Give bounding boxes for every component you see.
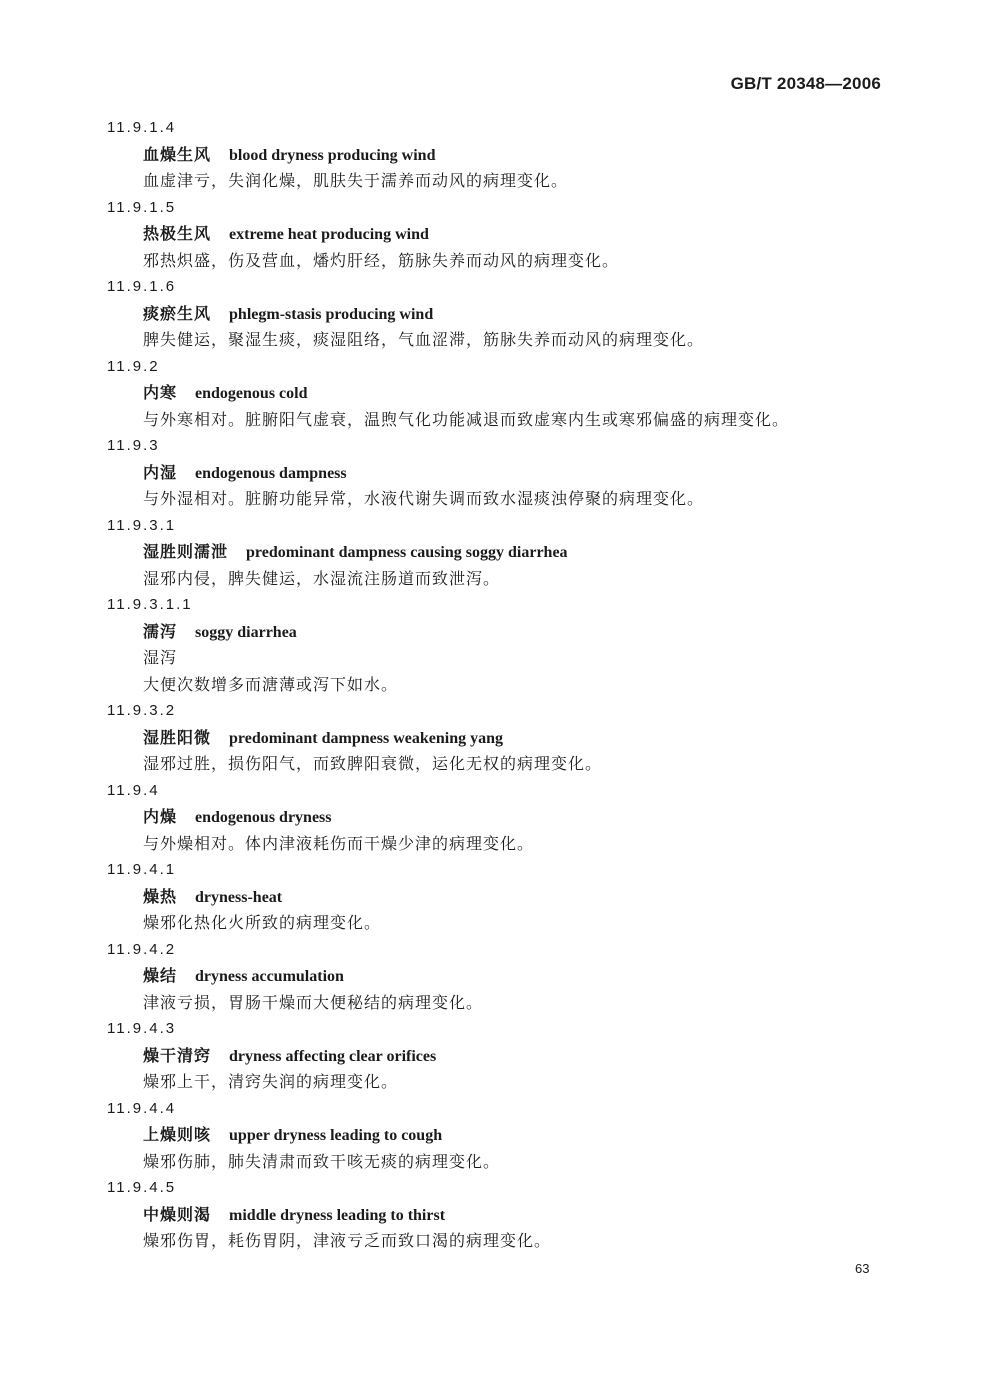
entry-number: 11.9.2 (107, 357, 160, 375)
entry-number: 11.9.4 (107, 781, 160, 799)
term-english: endogenous dryness (195, 809, 332, 826)
entry-term (0, 1122, 999, 1149)
term-chinese: 内寒 (143, 383, 178, 402)
entry-definition: 与外燥相对。体内津液耗伤而干燥少津的病理变化。 (143, 833, 535, 853)
term-chinese: 中燥则渴 (143, 1204, 212, 1224)
entry-term (0, 1043, 999, 1070)
entry-number: 11.9.3.1.1 (107, 596, 193, 613)
page-number: 63 (855, 1261, 870, 1276)
term-chinese: 燥干清窍 (143, 1045, 212, 1065)
entry-term (0, 380, 999, 407)
term-chinese: 燥热 (143, 886, 178, 906)
entry-definition: 燥邪上干，清窍失润的病理变化。 (143, 1072, 399, 1091)
entry-term (0, 301, 999, 328)
term-chinese: 上燥则咳 (143, 1125, 212, 1144)
term-english: dryness-heat (195, 888, 283, 906)
entry-definition: 湿邪过胜，损伤阳气，而致脾阳衰微，运化无权的病理变化。 (143, 754, 603, 773)
term-chinese: 内燥 (143, 807, 178, 826)
entry-term (0, 884, 999, 911)
entry-number: 11.9.3 (107, 437, 160, 454)
entry-definition: 邪热炽盛，伤及营血，燔灼肝经，筋脉失养而动风的病理变化。 (143, 250, 620, 270)
term-english: middle dryness leading to thirst (229, 1206, 446, 1224)
term-english: extreme heat producing wind (229, 226, 429, 243)
entry-definition: 血虚津亏，失润化燥，肌肤失于濡养而动风的病理变化。 (143, 171, 569, 190)
entry-definition: 燥邪伤肺，肺失清肃而致干咳无痰的病理变化。 (143, 1151, 501, 1171)
entry-definition: 与外湿相对。脏腑功能异常，水液代谢失调而致水湿痰浊停聚的病理变化。 (143, 489, 705, 508)
entry-term (0, 460, 999, 487)
term-english: dryness accumulation (195, 968, 344, 985)
entry-term (0, 725, 999, 752)
term-english: upper dryness leading to cough (229, 1127, 443, 1144)
term-english: predominant dampness causing soggy diarrhea (246, 544, 568, 561)
entry-number: 11.9.1.6 (107, 278, 177, 295)
entry-number: 11.9.4.4 (107, 1099, 177, 1117)
term-chinese: 燥结 (143, 966, 178, 985)
entry-term (0, 539, 999, 566)
term-english: blood dryness producing wind (229, 146, 436, 164)
entry-term (0, 619, 999, 646)
term-english: endogenous dampness (195, 464, 347, 482)
entry-number: 11.9.1.5 (107, 198, 177, 216)
entry-number: 11.9.1.4 (107, 119, 177, 136)
entry-term (0, 142, 999, 169)
entry-term (0, 1202, 999, 1229)
term-english: dryness affecting clear orifices (229, 1047, 437, 1065)
term-chinese: 热极生风 (143, 224, 212, 243)
entry-definition: 燥邪伤胃，耗伤胃阴，津液亏乏而致口渴的病理变化。 (143, 1231, 552, 1250)
term-chinese: 湿胜阳微 (143, 727, 212, 747)
term-chinese: 血燥生风 (143, 144, 212, 164)
entry-number: 11.9.4.3 (107, 1020, 177, 1037)
entry-number: 11.9.4.1 (107, 861, 177, 878)
document-body (0, 115, 999, 1255)
term-chinese: 湿胜则濡泄 (143, 542, 229, 561)
entry-definition: 燥邪化热化火所致的病理变化。 (143, 913, 382, 932)
term-chinese: 内湿 (143, 462, 178, 482)
entry-term (0, 804, 999, 831)
term-chinese: 痰瘀生风 (143, 303, 212, 323)
term-english: soggy diarrhea (195, 623, 297, 641)
entry-definition: 湿邪内侵，脾失健运，水湿流注肠道而致泄泻。 (143, 568, 501, 588)
entry-definition: 大便次数增多而溏薄或泻下如水。 (143, 674, 399, 694)
entry-term (0, 963, 999, 990)
standard-code: GB/T 20348—2006 (730, 74, 881, 93)
term-chinese: 濡泻 (143, 621, 178, 641)
entry-number: 11.9.4.5 (107, 1179, 177, 1196)
entry-synonym: 湿泻 (143, 648, 178, 667)
entry-number: 11.9.3.2 (107, 702, 177, 719)
term-english: endogenous cold (195, 385, 308, 402)
entry-number: 11.9.3.1 (107, 516, 177, 534)
entry-definition: 脾失健运，聚湿生痰，痰湿阻络，气血涩滞，筋脉失养而动风的病理变化。 (143, 330, 705, 349)
entry-number: 11.9.4.2 (107, 940, 177, 958)
term-english: predominant dampness weakening yang (229, 729, 503, 747)
entry-definition: 与外寒相对。脏腑阳气虚衰，温煦气化功能减退而致虚寒内生或寒邪偏盛的病理变化。 (143, 409, 790, 429)
term-english: phlegm-stasis producing wind (229, 305, 434, 323)
entry-term (0, 221, 999, 248)
entry-definition: 津液亏损，胃肠干燥而大便秘结的病理变化。 (143, 992, 484, 1012)
